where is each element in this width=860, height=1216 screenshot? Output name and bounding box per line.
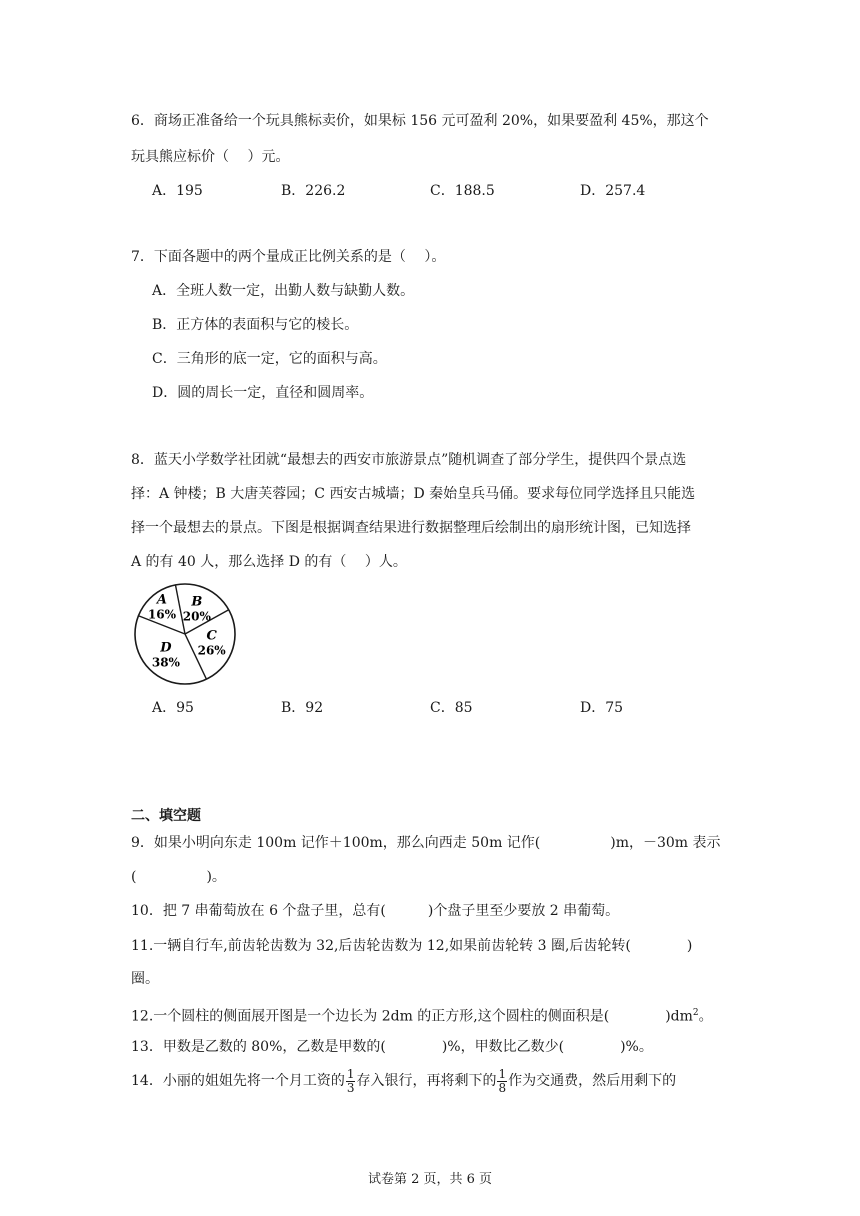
q8-stem-line3: 择一个最想去的景点。下图是根据调查结果进行数据整理后绘制出的扇形统计图，已知选择	[131, 520, 691, 536]
section-heading: 二、填空题	[131, 808, 201, 824]
pie-chart	[130, 582, 240, 686]
q12-end: 。	[698, 1008, 713, 1025]
q6-option-d: D．257.4	[580, 183, 646, 199]
q12-body: 12.一个圆柱的侧面展开图是一个边长为 2dm 的正方形,这个圆柱的侧面积是( )dm	[131, 1008, 693, 1025]
q9-line2: ( )。	[131, 869, 226, 885]
pie-label-b: B	[191, 594, 203, 610]
q8-option-a: A．95	[152, 700, 194, 716]
q8-option-d: D．75	[580, 700, 624, 716]
q8-option-c: C．85	[430, 700, 473, 716]
q14-text	[131, 1066, 676, 1096]
q7-stem: 7．下面各题中的两个量成正比例关系的是（ ）。	[131, 249, 446, 265]
q13-text: 13．甲数是乙数的 80%，乙数是甲数的( )%，甲数比乙数少( )%。	[131, 1039, 653, 1055]
q10-text: 10．把 7 串葡萄放在 6 个盘子里，总有( )个盘子里至少要放 2 串葡萄。	[131, 903, 620, 919]
pie-percent-c: 26%	[197, 643, 226, 658]
q7-option-c: C．三角形的底一定，它的面积与高。	[152, 351, 387, 367]
q14-part-b: 存入银行，再将剩下的	[356, 1073, 497, 1089]
fraction-one-third: $\frac{1}{3}$	[346, 1066, 355, 1095]
q11-line1: 11.一辆自行车,前齿轮齿数为 32,后齿轮齿数为 12,如果前齿轮转 3 圈,后齿轮转( )	[131, 938, 693, 954]
q14-part-a: 14．小丽的姐姐先将一个月工资的	[131, 1073, 345, 1089]
q6-stem-line1: 6．商场正准备给一个玩具熊标卖价，如果标 156 元可盈利 20%，如果要盈利 45%，那这个	[131, 113, 709, 129]
q8-stem-line1: 8．蓝天小学数学社团就“最想去的西安市旅游景点”随机调查了部分学生，提供四个景点选	[131, 452, 687, 468]
q8-stem-line4: A 的有 40 人，那么选择 D 的有（ ）人。	[131, 554, 407, 570]
q12-superscript: 2	[692, 1008, 699, 1018]
pie-percent-b: 20%	[182, 609, 211, 624]
q14-part-c: 作为交通费，然后用剩下的	[508, 1073, 677, 1089]
q12-text	[131, 1004, 713, 1026]
fraction-one-eighth: $\frac{1}{8}$	[498, 1066, 507, 1095]
q8-option-b: B．92	[281, 700, 324, 716]
q11-line2: 圈。	[131, 971, 159, 987]
q8-stem-line2: 择：A 钟楼；B 大唐芙蓉园；C 西安古城墙；D 秦始皇兵马俑。要求每位同学选择且只能选	[131, 486, 696, 502]
pie-label-d: D	[160, 640, 172, 656]
q6-option-b: B．226.2	[281, 183, 346, 199]
pie-percent-d: 38%	[151, 655, 180, 670]
q6-option-c: C．188.5	[430, 183, 495, 199]
q7-option-b: B．正方体的表面积与它的棱长。	[152, 317, 359, 333]
q6-option-a: A．195	[152, 183, 203, 199]
pie-percent-a: 16%	[147, 607, 177, 622]
q7-option-a: A．全班人数一定，出勤人数与缺勤人数。	[152, 283, 415, 299]
page-footer: 试卷第 2 页，共 6 页	[367, 1172, 493, 1187]
q7-option-d: D．圆的周长一定，直径和圆周率。	[152, 385, 374, 401]
pie-label-c: C	[206, 628, 217, 644]
pie-label-a: A	[156, 592, 168, 608]
q6-stem-line2: 玩具熊应标价（ ）元。	[131, 149, 290, 165]
q9-line1: 9．如果小明向东走 100m 记作＋100m，那么向西走 50m 记作( )m，－30m 表示	[131, 835, 721, 851]
